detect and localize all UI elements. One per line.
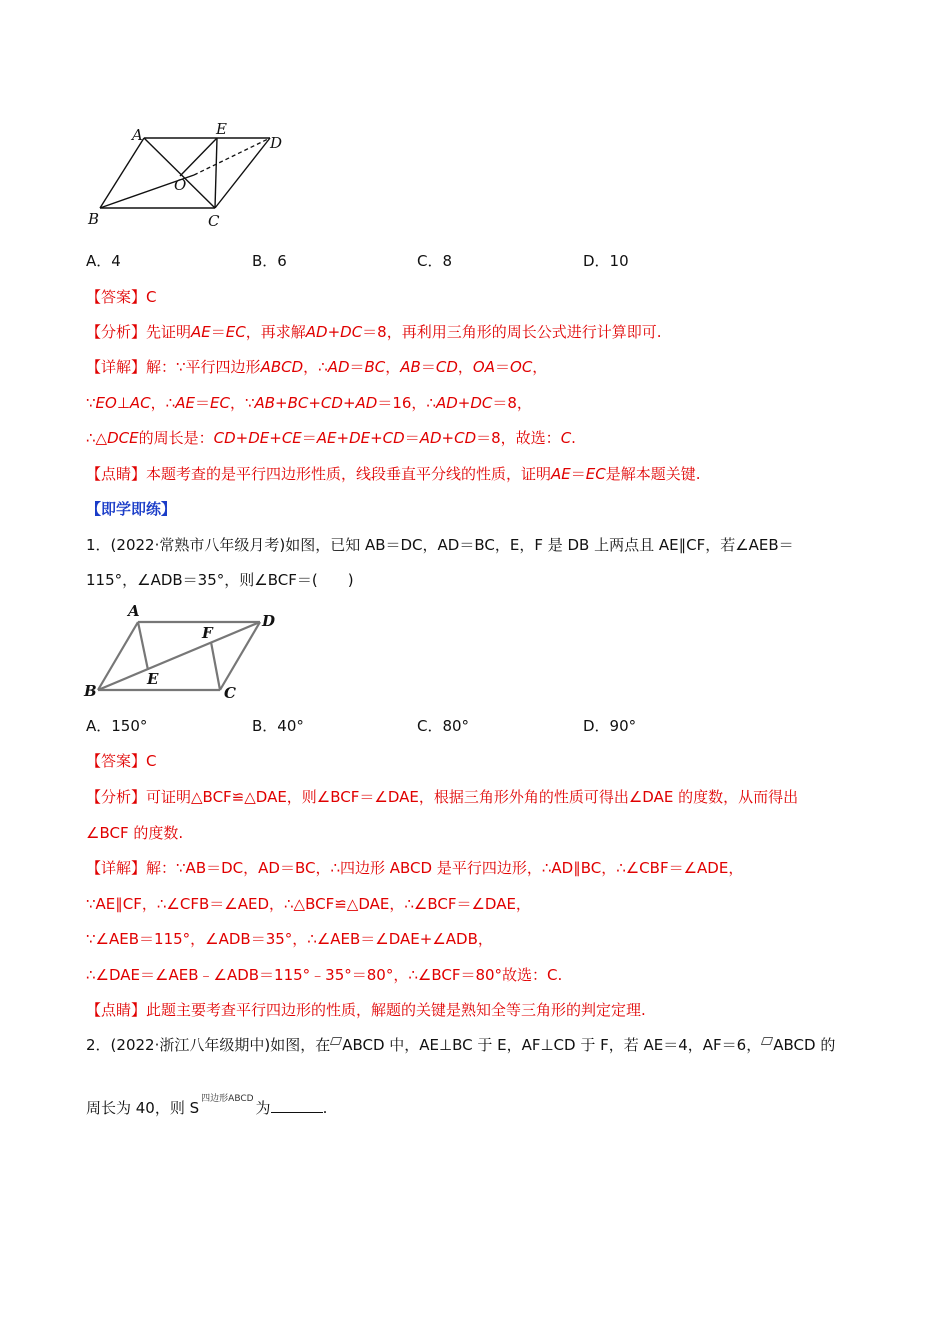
q0-analysis-var: AD+DC	[305, 323, 363, 341]
fig1-label-d: D	[270, 134, 283, 152]
q0-detail-line-3	[86, 428, 576, 448]
q0-detail-var: ABCD	[260, 358, 304, 376]
parallelogram-icon	[761, 1037, 773, 1045]
q0-detail-text: 解：∵平行四边形	[146, 358, 261, 376]
q0-detail-text: ＝8，故选：	[476, 429, 561, 447]
q2-stem-text: ABCD 中，AE⊥BC 于 E，AF⊥CD 于 F，若 AE＝4，AF＝6，	[342, 1036, 762, 1054]
q2-stem-text: 为	[255, 1099, 271, 1117]
q1-detail-line-4: ∴∠DAE＝∠AEB﹣∠ADB＝115°﹣35°＝80°，∴∠BCF＝80°故选：C.	[86, 966, 563, 984]
figure-parallelogram-abcd-ef	[80, 600, 290, 704]
q0-detail-text: ＝	[349, 358, 365, 376]
q0-detail-var: DCE	[107, 429, 139, 447]
fig2-label-a: A	[128, 602, 140, 620]
q2-stem-line-1	[86, 1035, 835, 1055]
q0-detail-text: ＝	[301, 429, 317, 447]
q0-analysis-var: AE	[191, 323, 211, 341]
q0-detail-var: AE+DE+CD	[316, 429, 405, 447]
q1-detail-line-1	[86, 858, 743, 878]
q0-comment-tag: 【点睛】	[86, 465, 147, 483]
q0-detail-text: ＝16，∴	[377, 394, 436, 412]
fig1-label-c: C	[208, 212, 220, 230]
q0-comment-text: ＝	[570, 465, 586, 483]
q0-detail-var: CD+DE+CE	[213, 429, 302, 447]
q0-detail-line-2	[86, 393, 532, 413]
q0-detail-var: AC	[129, 394, 151, 412]
q0-detail-text: ⊥	[116, 394, 130, 412]
q0-detail-var: AB	[400, 358, 421, 376]
q0-detail-text: ＝	[404, 429, 420, 447]
q0-comment-var: EC	[585, 465, 606, 483]
q0-detail-var: AD	[327, 358, 350, 376]
section-title: 【即学即练】	[86, 500, 177, 518]
q2-stem-line-2	[86, 1094, 328, 1121]
q0-detail-text: ＝	[495, 358, 511, 376]
q0-analysis-text: ＝	[210, 323, 226, 341]
q0-detail-text: ＝	[194, 394, 210, 412]
q0-analysis-text: ，再求解	[245, 323, 306, 341]
q0-detail-var: OC	[510, 358, 533, 376]
q0-detail-text: ，∴	[150, 394, 176, 412]
q1-analysis-tag: 【分析】	[86, 788, 147, 806]
q0-answer-tag: 【答案】	[86, 288, 147, 306]
q1-detail-tag: 【详解】	[86, 859, 147, 877]
q0-analysis-tag: 【分析】	[86, 323, 147, 341]
q0-option-a: A．4	[86, 252, 121, 270]
q0-detail-var: EO	[95, 394, 117, 412]
q0-answer-line	[86, 287, 157, 307]
q1-analysis-line-2: ∠BCF 的度数.	[86, 824, 184, 842]
q0-detail-text: ＝8，	[492, 394, 532, 412]
q0-comment-var: AE	[551, 465, 571, 483]
q1-detail-line-2: ∵AE∥CF，∴∠CFB＝∠AED，∴△BCF≌△DAE，∴∠BCF＝∠DAE，	[86, 895, 531, 913]
q0-detail-text: ，	[532, 358, 548, 376]
q0-detail-text: ，	[457, 358, 473, 376]
q0-detail-text: ，∵	[229, 394, 255, 412]
q0-detail-var: C	[560, 429, 572, 447]
q0-detail-text: .	[571, 429, 576, 447]
q0-analysis-line	[86, 322, 662, 342]
q1-detail-text: 解：∵AB＝DC，AD＝BC，∴四边形 ABCD 是平行四边形，∴AD∥BC，∴∠CBF＝∠ADE，	[146, 859, 744, 877]
q0-comment-text: 本题考查的是平行四边形性质，线段垂直平分线的性质，证明	[146, 465, 552, 483]
q0-detail-var: OA	[472, 358, 495, 376]
q1-analysis-line-1	[86, 787, 798, 807]
q2-stem-text: 周长为 40，则 S	[86, 1099, 200, 1117]
fig1-label-o: O	[174, 176, 187, 194]
q1-comment-tag: 【点睛】	[86, 1001, 147, 1019]
q0-option-c: C．8	[417, 252, 453, 270]
fig2-label-e: E	[147, 670, 159, 688]
q1-detail-line-3: ∵∠AEB＝115°，∠ADB＝35°，∴∠AEB＝∠DAE+∠ADB，	[86, 930, 493, 948]
q1-stem-line-1: 1．(2022·常熟市八年级月考)如图，已知 AB＝DC，AD＝BC，E，F 是 DB 上两点且 AE∥CF，若∠AEB＝	[86, 536, 794, 554]
q0-detail-text: ，∴	[303, 358, 328, 376]
q0-detail-var: BC	[364, 358, 386, 376]
q1-comment-text: 此题主要考查平行四边形的性质，解题的关键是熟知全等三角形的判定定理.	[146, 1001, 646, 1019]
q0-detail-text: ，	[385, 358, 401, 376]
q2-stem-text: ABCD 的	[773, 1036, 836, 1054]
q1-answer-line	[86, 751, 157, 771]
q2-stem-text: 2．(2022·浙江八年级期中)如图，在	[86, 1036, 331, 1054]
q0-option-d: D．10	[583, 252, 629, 270]
q0-detail-line-1	[86, 357, 547, 377]
q2-stem-text: .	[322, 1099, 328, 1117]
q0-detail-var: AD+CD	[419, 429, 477, 447]
figure-parallelogram-abcd-eo	[80, 118, 300, 230]
q2-answer-blank[interactable]	[271, 1098, 323, 1113]
q0-analysis-text: ＝8，再利用三角形的周长公式进行计算即可.	[362, 323, 662, 341]
q1-analysis-text: 可证明△BCF≌△DAE，则∠BCF＝∠DAE，根据三角形外角的性质可得出∠DAE 的度数，从而得出	[146, 788, 799, 806]
q0-comment-line	[86, 464, 701, 484]
q0-detail-text: ＝	[420, 358, 436, 376]
q0-option-b: B．6	[252, 252, 287, 270]
q1-answer: C	[146, 752, 157, 770]
q1-option-a: A．150°	[86, 717, 148, 735]
fig1-label-a: A	[132, 126, 143, 144]
fig2-label-b: B	[84, 682, 97, 700]
q1-comment-line	[86, 1000, 646, 1020]
parallelogram-icon	[330, 1037, 342, 1045]
fig2-label-c: C	[224, 684, 236, 702]
q0-detail-tag: 【详解】	[86, 358, 147, 376]
q1-stem-line-2: 115°，∠ADB＝35°，则∠BCF＝( )	[86, 571, 354, 589]
fig2-label-d: D	[262, 612, 276, 630]
q0-detail-text: ∵	[86, 394, 96, 412]
q0-detail-var: EC	[209, 394, 230, 412]
q0-analysis-var: EC	[225, 323, 246, 341]
q0-detail-var: AE	[175, 394, 195, 412]
fig1-label-e: E	[216, 120, 227, 138]
q0-analysis-text: 先证明	[146, 323, 192, 341]
q1-option-b: B．40°	[252, 717, 304, 735]
q0-comment-text: 是解本题关键.	[605, 465, 701, 483]
fig2-label-f: F	[202, 624, 213, 642]
q0-detail-text: ∴△	[86, 429, 108, 447]
q1-option-c: C．80°	[417, 717, 470, 735]
q0-answer: C	[146, 288, 157, 306]
q2-area-subscript: 四边形ABCD	[201, 1094, 254, 1104]
fig1-label-b: B	[88, 210, 100, 228]
q0-detail-var: CD	[435, 358, 458, 376]
q1-answer-tag: 【答案】	[86, 752, 147, 770]
q0-detail-var: AB+BC+CD+AD	[254, 394, 378, 412]
q0-detail-text: 的周长是：	[138, 429, 214, 447]
q0-detail-var: AD+DC	[435, 394, 493, 412]
q1-option-d: D．90°	[583, 717, 637, 735]
